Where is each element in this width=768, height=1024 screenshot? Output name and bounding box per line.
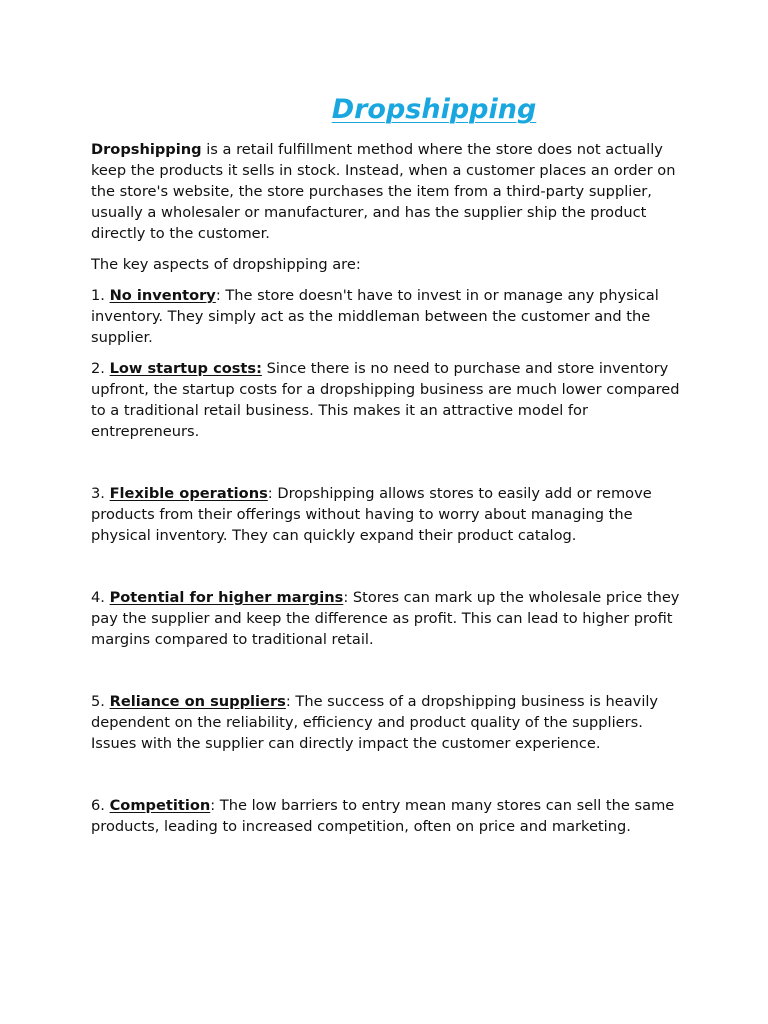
item-number: 4. bbox=[91, 589, 110, 606]
item-term: Reliance on suppliers bbox=[109, 693, 286, 710]
list-item bbox=[91, 691, 686, 754]
item-text: : The success of a dropshipping business is heavily dependent on the reliability, efficiency and product quality of the suppliers. Issues with the supplier can directly impact the customer experience. bbox=[91, 693, 659, 752]
intro-paragraph bbox=[91, 139, 686, 244]
list-item bbox=[91, 358, 686, 442]
item-term: Potential for higher margins bbox=[109, 589, 344, 606]
document-title: Dropshipping bbox=[331, 94, 537, 125]
item-term: No inventory bbox=[109, 287, 216, 304]
list-item bbox=[91, 795, 686, 837]
document-body bbox=[91, 139, 686, 878]
item-text: : The low barriers to entry mean many stores can sell the same products, leading to increased competition, often on price and marketing. bbox=[91, 797, 675, 835]
list-item bbox=[91, 587, 686, 650]
aspects-heading: The key aspects of dropshipping are: bbox=[91, 256, 361, 273]
intro-lead-term: Dropshipping bbox=[91, 141, 202, 158]
list-item bbox=[91, 285, 686, 348]
item-text: : Stores can mark up the wholesale price they pay the supplier and keep the difference as profit. This can lead to higher profit margins compared to traditional retail. bbox=[91, 589, 680, 648]
intro-text: is a retail fulfillment method where the store does not actually keep the products it sells in stock. Instead, when a customer places an order on the store's website, the store purchases the item from a third-party supplier, usually a wholesaler or manufacturer, and has the supplier ship the product directly to the customer. bbox=[91, 141, 676, 242]
item-number: 3. bbox=[91, 485, 110, 502]
item-text: : The store doesn't have to invest in or manage any physical inventory. They simply act as the middleman between the customer and the supplier. bbox=[91, 287, 659, 346]
item-number: 1. bbox=[91, 287, 110, 304]
item-term: Competition bbox=[109, 797, 211, 814]
item-text: Since there is no need to purchase and store inventory upfront, the startup costs for a dropshipping business are much lower compared to a traditional retail business. This makes it an attractive model for entrepreneurs. bbox=[91, 360, 680, 440]
item-term: Flexible operations bbox=[109, 485, 268, 502]
item-number: 5. bbox=[91, 693, 110, 710]
item-number: 2. bbox=[91, 360, 110, 377]
item-text: : Dropshipping allows stores to easily add or remove products from their offerings without having to worry about managing the physical inventory. They can quickly expand their product catalog. bbox=[91, 485, 652, 544]
item-term: Low startup costs: bbox=[109, 360, 262, 377]
item-number: 6. bbox=[91, 797, 110, 814]
list-item bbox=[91, 483, 686, 546]
